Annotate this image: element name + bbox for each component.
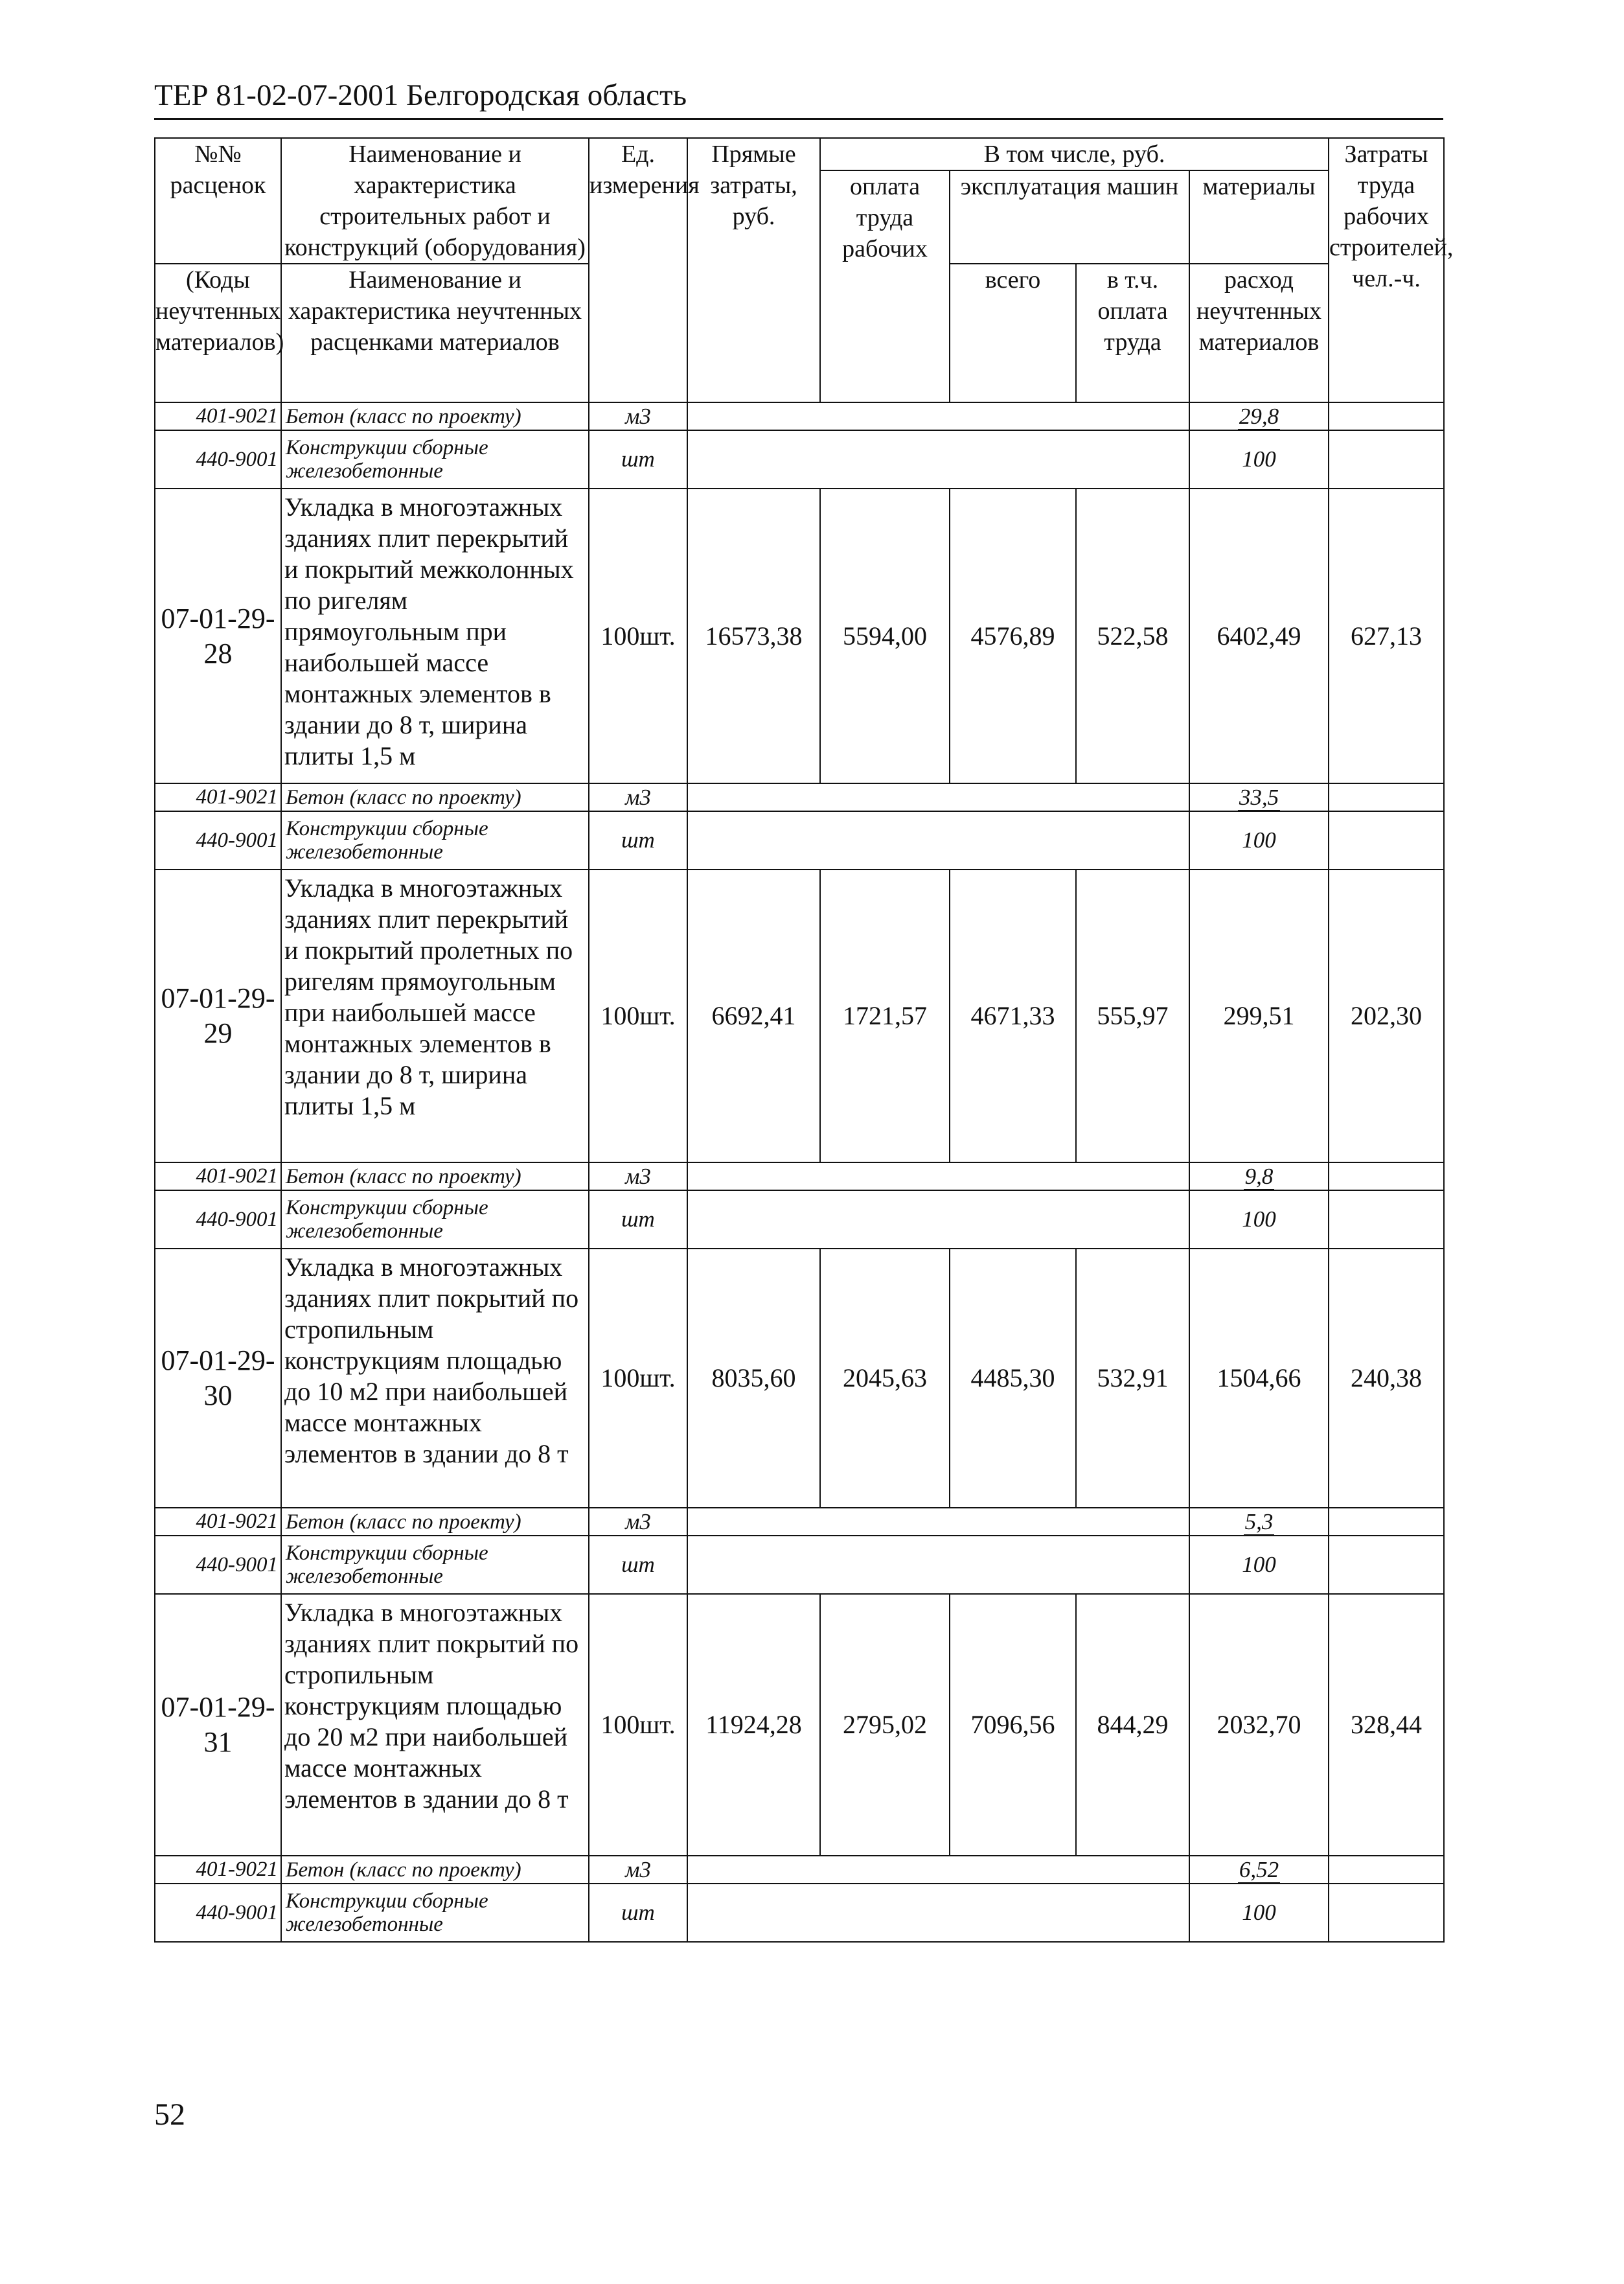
- rate-labor-pay: 2795,02: [820, 1594, 950, 1856]
- material-unit: шт: [589, 811, 687, 870]
- header-rule: [154, 118, 1443, 120]
- material-code: 440-9001: [155, 1190, 281, 1249]
- material-empty: [687, 783, 1189, 811]
- rate-labor: 202,30: [1329, 870, 1444, 1162]
- material-row: [155, 783, 1444, 811]
- material-empty: [687, 1508, 1189, 1536]
- rate-machines-total: 4485,30: [950, 1249, 1076, 1508]
- material-empty: [1329, 783, 1444, 811]
- rate-labor-pay: 1721,57: [820, 870, 950, 1162]
- rate-row: [155, 870, 1444, 1162]
- rate-incl-pay: 532,91: [1076, 1249, 1189, 1508]
- col-header-num: №№ расценок: [155, 138, 281, 264]
- rate-direct: 6692,41: [687, 870, 820, 1162]
- page-number: 52: [154, 2097, 185, 2132]
- material-qty: 100: [1189, 1884, 1329, 1942]
- material-unit: м3: [589, 402, 687, 430]
- material-name: Бетон (класс по проекту): [281, 1508, 589, 1536]
- material-empty: [1329, 430, 1444, 489]
- rate-name: Укладка в многоэтажных зданиях плит покрытий по стропильным конструкциям площадью до 20 м2 при наибольшей массе монтажных элементов в здании до 8 т: [281, 1594, 589, 1856]
- material-empty: [1329, 811, 1444, 870]
- rate-direct: 11924,28: [687, 1594, 820, 1856]
- material-qty: 5,3: [1189, 1508, 1329, 1536]
- col-header-name: Наименование и характеристика строительных работ и конструкций (оборудования): [281, 138, 589, 264]
- material-row: [155, 402, 1444, 430]
- rate-labor-pay: 5594,00: [820, 489, 950, 783]
- material-empty: [687, 1190, 1189, 1249]
- col-header-direct: Прямые затраты, руб.: [687, 138, 820, 402]
- material-qty: 29,8: [1189, 402, 1329, 430]
- material-code: 440-9001: [155, 430, 281, 489]
- rate-materials: 6402,49: [1189, 489, 1329, 783]
- material-unit: шт: [589, 1536, 687, 1594]
- material-qty: 100: [1189, 1536, 1329, 1594]
- material-code: 440-9001: [155, 1884, 281, 1942]
- col-header-incl-pay: в т.ч. оплата труда: [1076, 264, 1189, 402]
- material-unit: м3: [589, 1508, 687, 1536]
- material-empty: [687, 1162, 1189, 1190]
- rate-code: 07-01-29-29: [155, 870, 281, 1162]
- rate-labor-pay: 2045,63: [820, 1249, 950, 1508]
- col-header-consumption: расход неучтенных материалов: [1189, 264, 1329, 402]
- material-unit: шт: [589, 1884, 687, 1942]
- rate-code: 07-01-29-31: [155, 1594, 281, 1856]
- material-code: 401-9021: [155, 783, 281, 811]
- material-name: Конструкции сборные железобетонные: [281, 811, 589, 870]
- rate-machines-total: 7096,56: [950, 1594, 1076, 1856]
- rate-materials: 1504,66: [1189, 1249, 1329, 1508]
- rate-direct: 8035,60: [687, 1249, 820, 1508]
- material-qty: 9,8: [1189, 1162, 1329, 1190]
- rate-unit: 100шт.: [589, 870, 687, 1162]
- material-code: 440-9001: [155, 811, 281, 870]
- material-name: Бетон (класс по проекту): [281, 1856, 589, 1884]
- material-row: [155, 1884, 1444, 1942]
- rate-name: Укладка в многоэтажных зданиях плит перекрытий и покрытий межколонных по ригелям прямоугольным при наибольшей массе монтажных элементов в здании до 8 т, ширина плиты 1,5 м: [281, 489, 589, 783]
- rate-materials: 299,51: [1189, 870, 1329, 1162]
- material-empty: [687, 1884, 1189, 1942]
- material-name: Конструкции сборные железобетонные: [281, 1190, 589, 1249]
- material-empty: [1329, 1162, 1444, 1190]
- rates-table: [154, 137, 1454, 1943]
- material-code: 401-9021: [155, 1162, 281, 1190]
- material-row: [155, 1162, 1444, 1190]
- col-header-machines: эксплуатация машин: [950, 170, 1189, 264]
- material-row: [155, 1508, 1444, 1536]
- material-empty: [687, 1856, 1189, 1884]
- rate-unit: 100шт.: [589, 1594, 687, 1856]
- material-code: 401-9021: [155, 402, 281, 430]
- col-header-including: В том числе, руб.: [820, 138, 1329, 170]
- material-unit: м3: [589, 783, 687, 811]
- material-qty: 100: [1189, 1190, 1329, 1249]
- rate-name: Укладка в многоэтажных зданиях плит покрытий по стропильным конструкциям площадью до 10 м2 при наибольшей массе монтажных элементов в здании до 8 т: [281, 1249, 589, 1508]
- material-row: [155, 430, 1444, 489]
- material-row: [155, 1536, 1444, 1594]
- material-name: Конструкции сборные железобетонные: [281, 1884, 589, 1942]
- material-name: Бетон (класс по проекту): [281, 1162, 589, 1190]
- material-empty: [1329, 1508, 1444, 1536]
- material-name: Конструкции сборные железобетонные: [281, 430, 589, 489]
- page-header-title: ТЕР 81-02-07-2001 Белгородская область: [154, 78, 687, 112]
- material-empty: [1329, 1856, 1444, 1884]
- material-code: 440-9001: [155, 1536, 281, 1594]
- rate-row: [155, 1249, 1444, 1508]
- rate-materials: 2032,70: [1189, 1594, 1329, 1856]
- material-code: 401-9021: [155, 1508, 281, 1536]
- rate-incl-pay: 555,97: [1076, 870, 1189, 1162]
- material-empty: [1329, 1190, 1444, 1249]
- col-header-labor-pay: оплата труда рабочих: [820, 170, 950, 402]
- rate-machines-total: 4576,89: [950, 489, 1076, 783]
- rate-row: [155, 1594, 1444, 1856]
- material-unit: шт: [589, 430, 687, 489]
- material-unit: м3: [589, 1856, 687, 1884]
- rate-labor: 627,13: [1329, 489, 1444, 783]
- table-body: [155, 402, 1444, 1942]
- material-qty: 33,5: [1189, 783, 1329, 811]
- col-header-materials: материалы: [1189, 170, 1329, 264]
- col-header-labor-cost: Затраты труда рабочих строителей, чел.-ч.: [1329, 138, 1444, 402]
- material-empty: [687, 811, 1189, 870]
- material-empty: [1329, 1536, 1444, 1594]
- material-empty: [687, 402, 1189, 430]
- rate-incl-pay: 522,58: [1076, 489, 1189, 783]
- material-qty: 100: [1189, 811, 1329, 870]
- rate-labor: 328,44: [1329, 1594, 1444, 1856]
- rate-labor: 240,38: [1329, 1249, 1444, 1508]
- material-code: 401-9021: [155, 1856, 281, 1884]
- material-qty: 6,52: [1189, 1856, 1329, 1884]
- material-empty: [687, 1536, 1189, 1594]
- rate-machines-total: 4671,33: [950, 870, 1076, 1162]
- rate-code: 07-01-29-30: [155, 1249, 281, 1508]
- material-name: Бетон (класс по проекту): [281, 402, 589, 430]
- table-header: [155, 138, 1454, 402]
- material-name: Бетон (класс по проекту): [281, 783, 589, 811]
- material-row: [155, 811, 1444, 870]
- rate-code: 07-01-29-28: [155, 489, 281, 783]
- material-empty: [1329, 402, 1444, 430]
- rate-unit: 100шт.: [589, 1249, 687, 1508]
- rate-direct: 16573,38: [687, 489, 820, 783]
- col-header-unit: Ед. измерения: [589, 138, 687, 402]
- rate-row: [155, 489, 1444, 783]
- material-unit: шт: [589, 1190, 687, 1249]
- col-header-codes: (Коды неучтенных материалов): [155, 264, 281, 402]
- material-qty: 100: [1189, 430, 1329, 489]
- material-unit: м3: [589, 1162, 687, 1190]
- material-row: [155, 1190, 1444, 1249]
- col-header-name-unaccounted: Наименование и характеристика неучтенных расценками материалов: [281, 264, 589, 402]
- material-row: [155, 1856, 1444, 1884]
- material-empty: [1329, 1884, 1444, 1942]
- material-name: Конструкции сборные железобетонные: [281, 1536, 589, 1594]
- col-header-machines-total: всего: [950, 264, 1076, 402]
- material-empty: [687, 430, 1189, 489]
- rate-unit: 100шт.: [589, 489, 687, 783]
- rate-incl-pay: 844,29: [1076, 1594, 1189, 1856]
- rate-name: Укладка в многоэтажных зданиях плит перекрытий и покрытий пролетных по ригелям прямоугольным при наибольшей массе монтажных элементов в здании до 8 т, ширина плиты 1,5 м: [281, 870, 589, 1162]
